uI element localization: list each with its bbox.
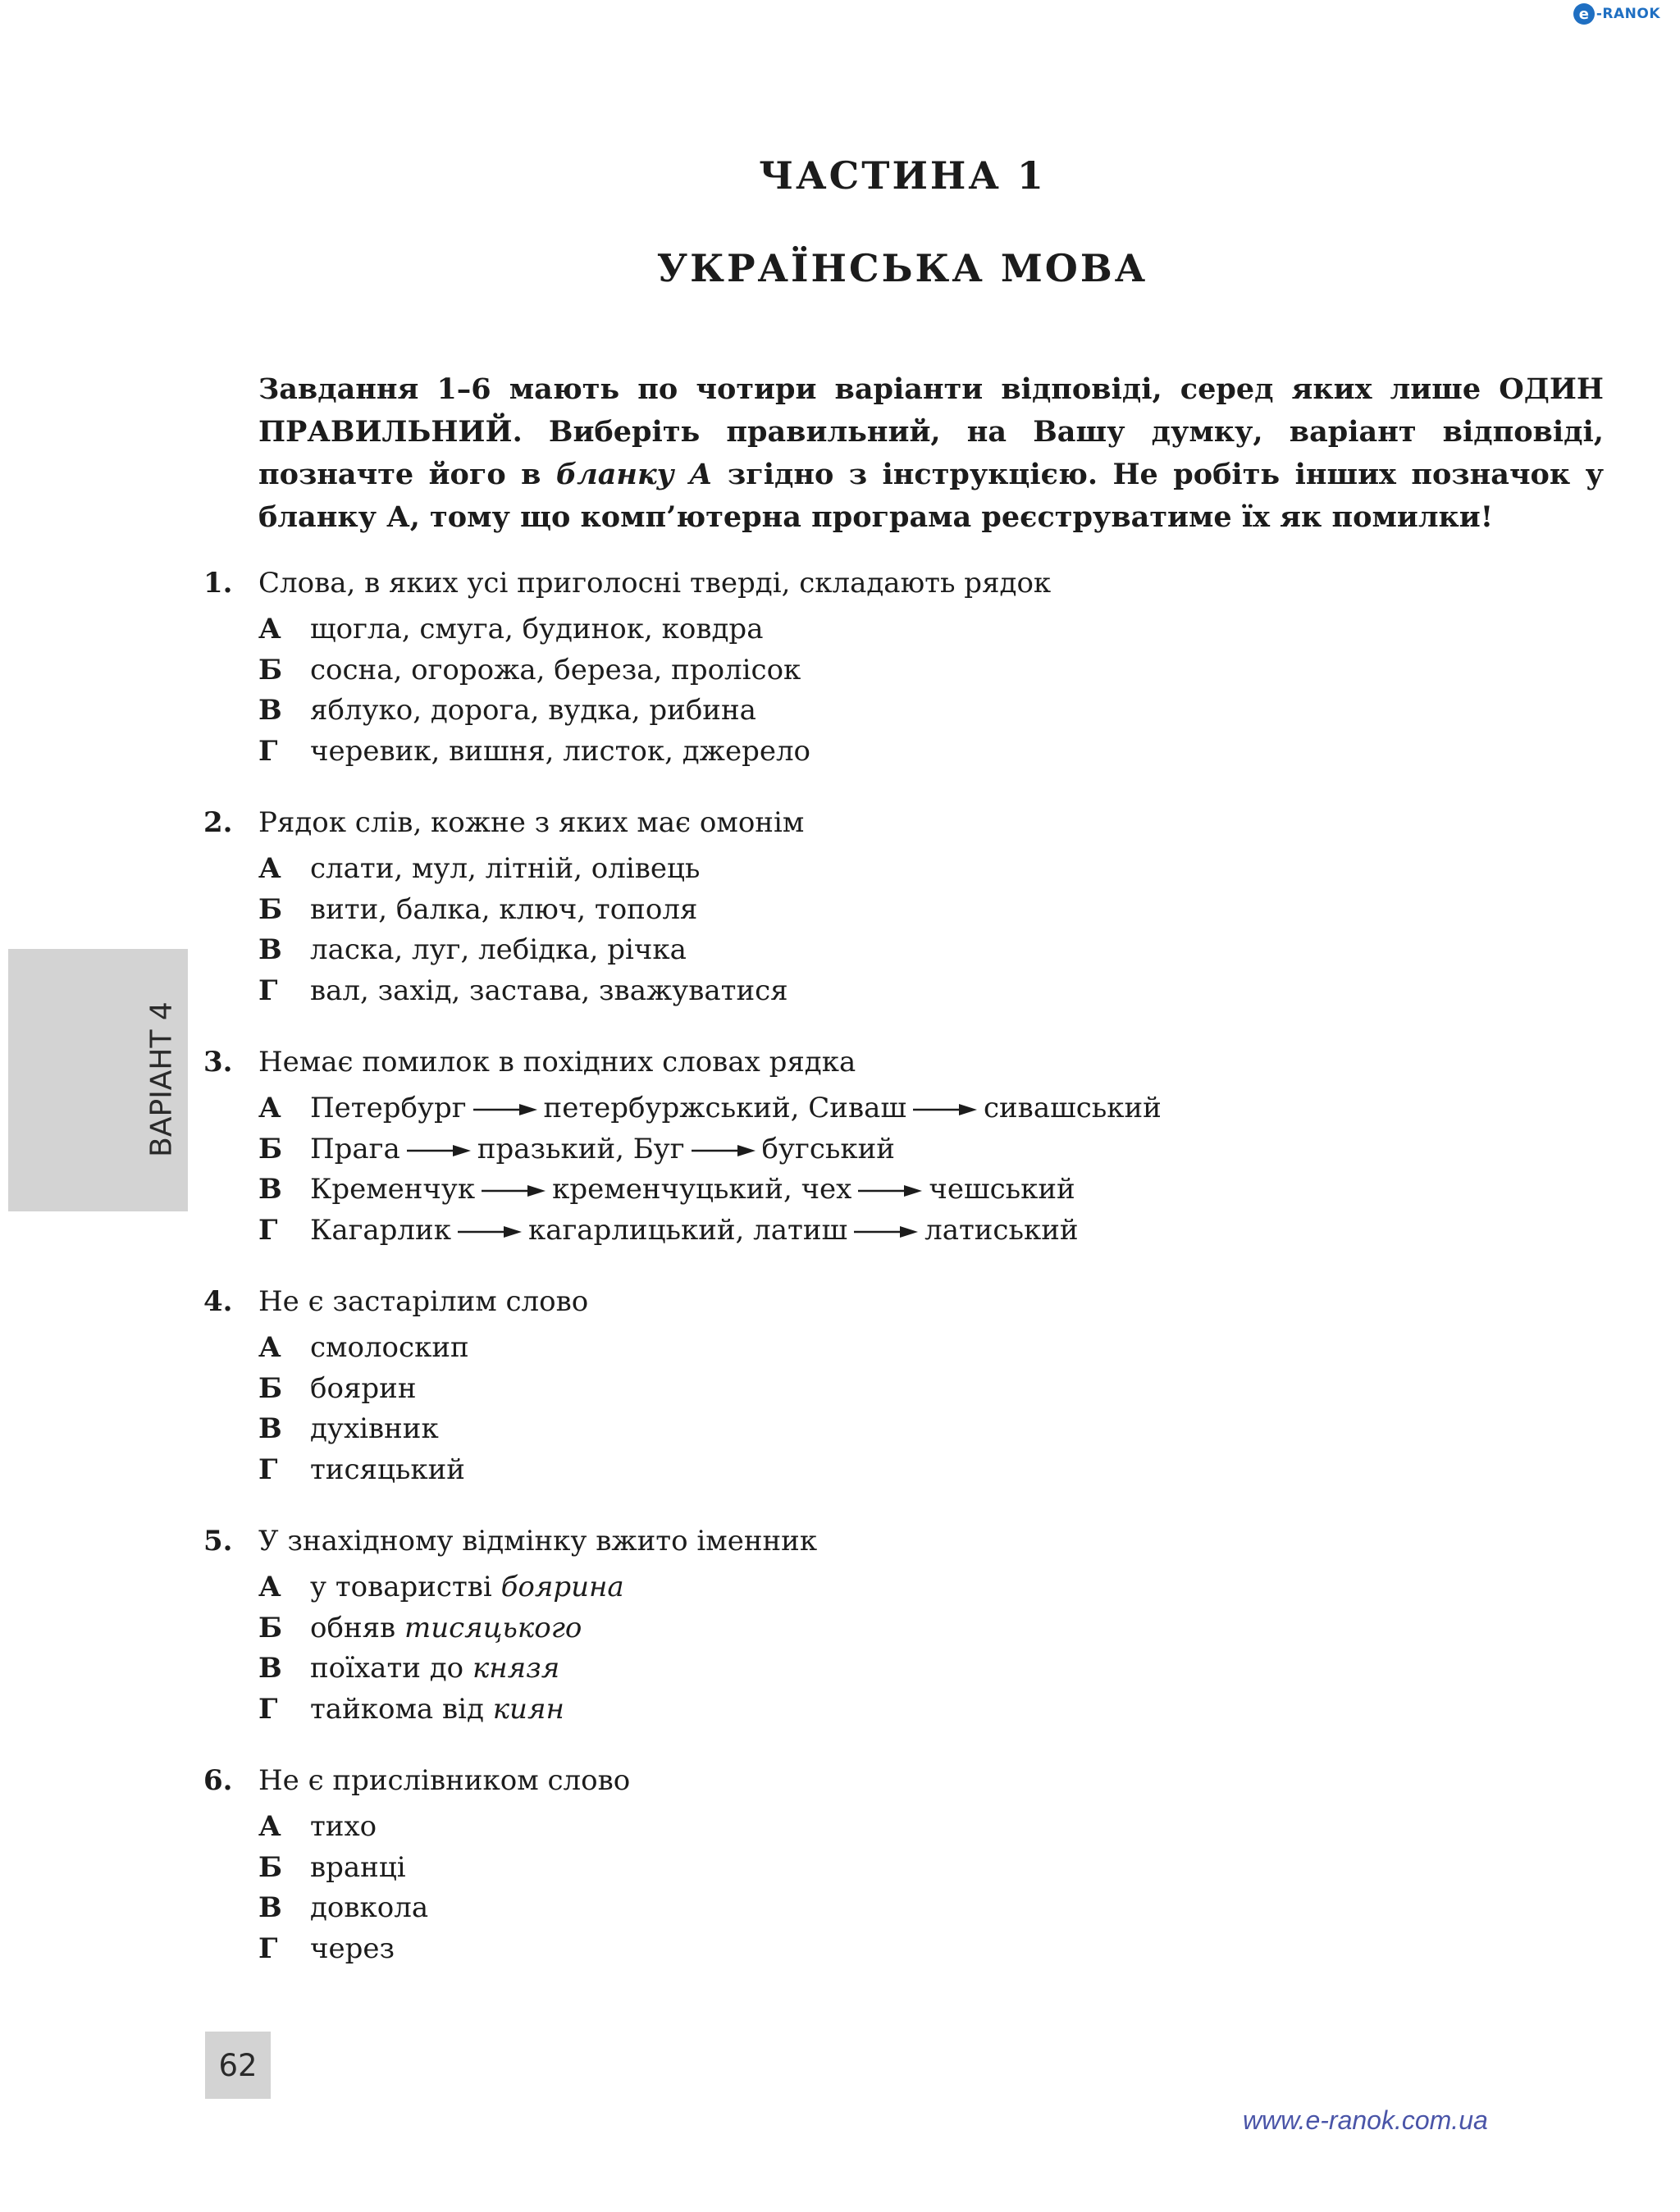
option-letter: Г bbox=[258, 734, 278, 768]
option-text: вити, балка, ключ, тополя bbox=[310, 892, 698, 926]
derived-word: петербуржський, Сиваш bbox=[543, 1092, 906, 1124]
arrow-right-icon bbox=[690, 1142, 757, 1159]
option-letter: Г bbox=[258, 1453, 278, 1486]
option-letter: Б bbox=[258, 1371, 283, 1405]
question-5 bbox=[203, 1520, 1614, 1730]
option-plain-text: обняв bbox=[310, 1611, 404, 1644]
question-number: 2. bbox=[203, 806, 233, 839]
variant-label: ВАРІАНТ 4 bbox=[144, 1001, 179, 1157]
option-letter: Б bbox=[258, 1611, 283, 1644]
question-1 bbox=[203, 562, 1614, 772]
answer-option bbox=[258, 1170, 1614, 1211]
answer-option bbox=[258, 1608, 1614, 1649]
answer-option bbox=[258, 1211, 1614, 1252]
derived-word: празький, Буг bbox=[477, 1132, 685, 1165]
option-text: через bbox=[310, 1932, 395, 1965]
question-4 bbox=[203, 1280, 1614, 1490]
answer-option bbox=[258, 1690, 1614, 1731]
question-prompt: Не є прислівником слово bbox=[258, 1764, 631, 1797]
publisher-logo bbox=[1573, 3, 1660, 25]
answer-option bbox=[258, 732, 1614, 773]
answer-option bbox=[258, 1567, 1614, 1608]
question-number: 3. bbox=[203, 1046, 233, 1079]
base-word: Кагарлик bbox=[310, 1213, 451, 1247]
option-letter: В bbox=[258, 1652, 282, 1685]
option-letter: В bbox=[258, 1891, 282, 1924]
questions-list bbox=[203, 562, 1614, 1999]
answer-option bbox=[258, 691, 1614, 732]
page-number: 62 bbox=[205, 2032, 271, 2099]
answer-option bbox=[258, 1369, 1614, 1410]
option-text: тисяцький bbox=[310, 1453, 465, 1486]
option-italic-word: князя bbox=[472, 1652, 560, 1685]
base-word: Прага bbox=[310, 1132, 400, 1165]
option-letter: Б bbox=[258, 653, 283, 686]
derived-word: чешський bbox=[929, 1173, 1075, 1206]
option-letter: Г bbox=[258, 1932, 278, 1965]
option-letter: А bbox=[258, 1571, 281, 1603]
question-2 bbox=[203, 801, 1614, 1011]
option-italic-word: киян bbox=[492, 1692, 564, 1726]
option-letter: В bbox=[258, 1173, 282, 1206]
question-number: 5. bbox=[203, 1525, 233, 1558]
option-letter: А bbox=[258, 613, 281, 645]
option-letter: А bbox=[258, 1810, 281, 1843]
question-number: 1. bbox=[203, 567, 233, 600]
instructions bbox=[258, 368, 1604, 539]
instructions-rest: згідно з інструкцією. Не робіть інших позначок у бланку А, тому що комп’ютерна програма реєструватиме їх як помилки! bbox=[258, 458, 1605, 534]
option-letter: А bbox=[258, 852, 281, 885]
option-text: смолоскип bbox=[310, 1331, 469, 1364]
answer-option bbox=[258, 849, 1614, 890]
option-plain-text: у товаристві bbox=[310, 1571, 501, 1603]
answer-option bbox=[258, 609, 1614, 650]
derived-word: бугський bbox=[761, 1132, 895, 1165]
option-text: слати, мул, літній, олівець bbox=[310, 852, 701, 885]
option-letter: Г bbox=[258, 1213, 278, 1247]
base-word: Кременчук bbox=[310, 1173, 476, 1206]
answer-option bbox=[258, 1888, 1614, 1929]
question-6 bbox=[203, 1759, 1614, 1969]
question-prompt: Рядок слів, кожне з яких має омонім bbox=[258, 806, 805, 839]
option-letter: Б bbox=[258, 892, 283, 926]
option-text: довкола bbox=[310, 1891, 429, 1924]
option-plain-text: поїхати до bbox=[310, 1652, 472, 1685]
answer-option bbox=[258, 890, 1614, 931]
option-text: вранці bbox=[310, 1850, 406, 1884]
derived-word: сивашський bbox=[983, 1092, 1162, 1124]
option-letter: В bbox=[258, 694, 282, 727]
option-text: ласка, луг, лебідка, річка bbox=[310, 933, 687, 966]
option-text: боярин bbox=[310, 1371, 417, 1405]
answer-option bbox=[258, 1409, 1614, 1450]
option-text: щогла, смуга, будинок, ковдра bbox=[310, 613, 764, 645]
option-letter: Г bbox=[258, 1692, 278, 1726]
option-text: черевик, вишня, листок, джерело bbox=[310, 734, 811, 768]
arrow-right-icon bbox=[852, 1224, 920, 1240]
option-text: сосна, огорожа, береза, пролісок bbox=[310, 653, 801, 686]
question-prompt: У знахідному відмінку вжито іменник bbox=[258, 1525, 818, 1558]
option-letter: Б bbox=[258, 1132, 283, 1165]
instructions-italic: бланку А bbox=[555, 458, 713, 491]
answer-option bbox=[258, 1848, 1614, 1889]
option-letter: В bbox=[258, 1412, 282, 1445]
option-italic-word: боярина bbox=[500, 1571, 624, 1603]
subject-title: УКРАЇНСЬКА МОВА bbox=[656, 246, 1148, 290]
answer-option bbox=[258, 650, 1614, 691]
answer-option bbox=[258, 930, 1614, 971]
arrow-right-icon bbox=[472, 1101, 539, 1118]
option-text: духівник bbox=[310, 1412, 439, 1445]
answer-option bbox=[258, 1328, 1614, 1369]
option-text: вал, захід, застава, зважуватися bbox=[310, 974, 788, 1007]
question-number: 4. bbox=[203, 1285, 233, 1318]
answer-option bbox=[258, 1649, 1614, 1690]
arrow-right-icon bbox=[911, 1101, 979, 1118]
answer-option bbox=[258, 1088, 1614, 1129]
answer-option bbox=[258, 1129, 1614, 1170]
question-prompt: Не є застарілим слово bbox=[258, 1285, 589, 1318]
question-prompt: Немає помилок в похідних словах рядка bbox=[258, 1046, 856, 1079]
question-prompt: Слова, в яких усі приголосні тверді, складають рядок bbox=[258, 567, 1052, 600]
answer-option bbox=[258, 1807, 1614, 1848]
logo-e-icon: e bbox=[1573, 3, 1595, 25]
logo-text: -RANOK bbox=[1596, 6, 1660, 22]
option-letter: Г bbox=[258, 974, 278, 1007]
arrow-right-icon bbox=[480, 1183, 547, 1199]
footer-url[interactable]: www.e-ranok.com.ua bbox=[1243, 2105, 1488, 2135]
option-text: тихо bbox=[310, 1810, 377, 1843]
option-letter: В bbox=[258, 933, 282, 966]
option-italic-word: тисяцького bbox=[404, 1611, 582, 1644]
derived-word: латиський bbox=[924, 1213, 1079, 1247]
base-word: Петербург bbox=[310, 1092, 467, 1124]
derived-word: кременчуцький, чех bbox=[552, 1173, 852, 1206]
part-title: ЧАСТИНА 1 bbox=[759, 153, 1046, 198]
option-letter: А bbox=[258, 1092, 281, 1124]
instructions-main: Завдання 1–6 мають по чотири варіанти відповіді, серед яких лише ОДИН ПРАВИЛЬНИЙ. Виберіть правильний, на Вашу думку, варіант відповіді, позначте його в bbox=[258, 372, 1604, 491]
option-plain-text: тайкома від bbox=[310, 1692, 493, 1726]
answer-option bbox=[258, 1929, 1614, 1970]
option-letter: Б bbox=[258, 1850, 283, 1884]
question-number: 6. bbox=[203, 1764, 233, 1797]
question-3 bbox=[203, 1041, 1614, 1251]
arrow-right-icon bbox=[405, 1142, 472, 1159]
arrow-right-icon bbox=[856, 1183, 924, 1199]
derived-word: кагарлицький, латиш bbox=[527, 1213, 848, 1247]
answer-option bbox=[258, 1450, 1614, 1491]
option-text: яблуко, дорога, вудка, рибина bbox=[310, 694, 756, 727]
answer-option bbox=[258, 971, 1614, 1012]
arrow-right-icon bbox=[456, 1224, 523, 1240]
option-letter: А bbox=[258, 1331, 281, 1364]
